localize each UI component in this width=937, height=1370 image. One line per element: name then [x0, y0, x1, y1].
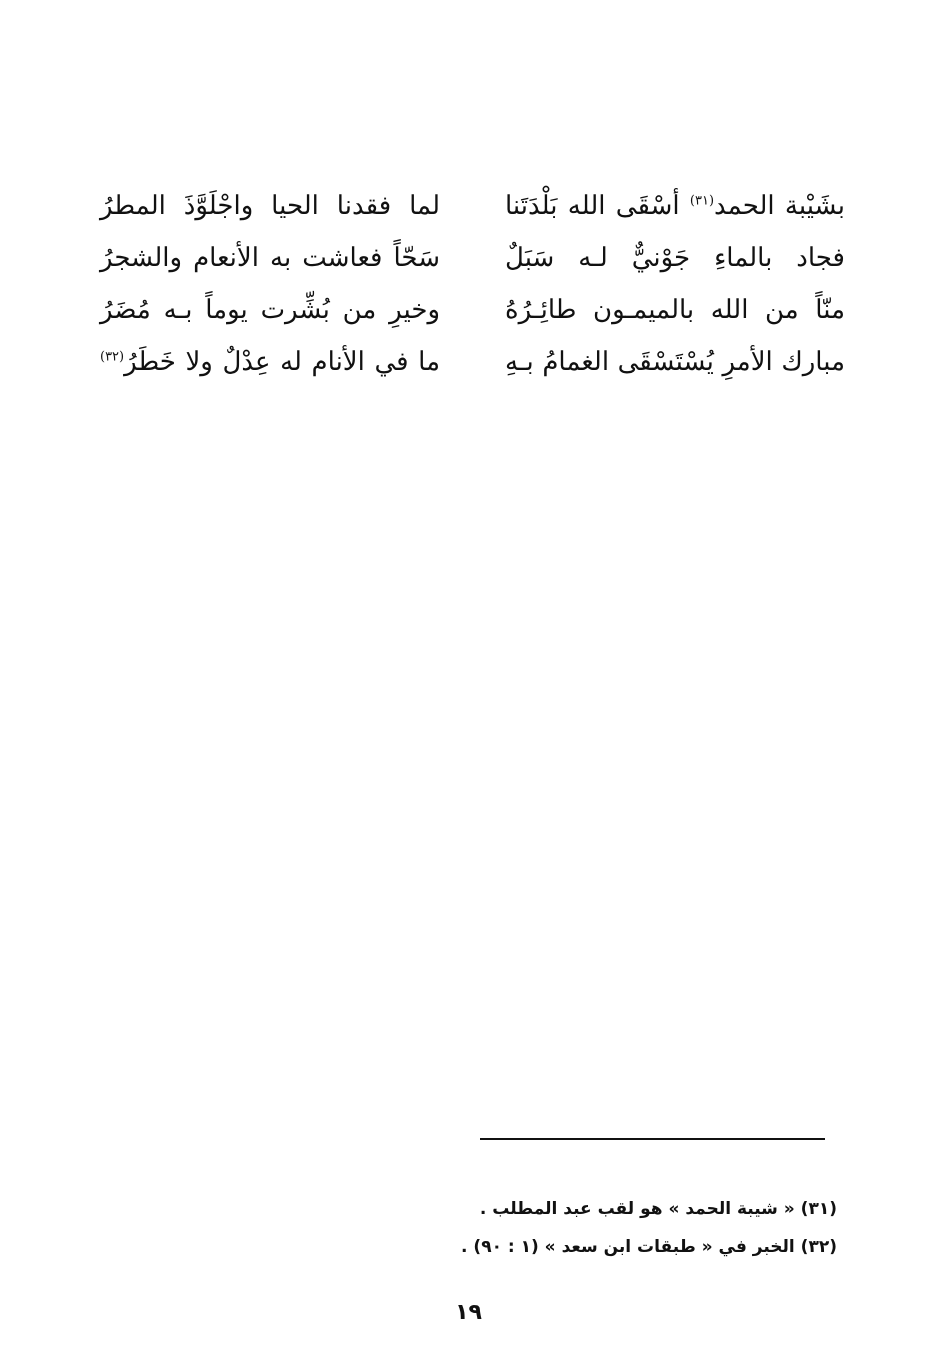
- verse-first-hemistich: [505, 284, 845, 336]
- verse-text: فجاد بالماءِ جَوْنيٌّ لـه سَبَلٌ: [505, 243, 845, 273]
- verse-text: أسْقَى الله بَلْدَتَنا: [505, 191, 690, 221]
- footnote-32: (٣٢) الخبر في « طبقات ابن سعد » (١ : ٩٠) .: [461, 1237, 837, 1257]
- footnote-reference: (٣٢): [100, 349, 125, 365]
- poem-verse: [100, 284, 845, 336]
- verse-text: ما في الأنام له عِدْلٌ ولا خَطَرُ: [124, 347, 440, 377]
- poem-verse: [100, 232, 845, 284]
- verse-first-hemistich: [505, 336, 845, 388]
- verse-text: سَحّاً فعاشت به الأنعام والشجرُ: [100, 243, 440, 273]
- footnote-reference: (٣١): [689, 193, 715, 209]
- footnote-separator: [480, 1138, 825, 1140]
- poem-verse: [100, 180, 845, 232]
- verse-text: بشَيْبة الحمد: [714, 191, 845, 221]
- verse-text: وخيرِ من بُشِّرت يوماً بـه مُضَرُ: [100, 295, 440, 325]
- page-number: ١٩: [455, 1300, 482, 1325]
- verse-text: منّاً من الله بالميمـون طائِـرُهُ: [505, 295, 845, 325]
- footnotes: [337, 1190, 837, 1266]
- verse-second-hemistich: [100, 180, 440, 232]
- footnote-31: (٣١) « شيبة الحمد » هو لقب عبد المطلب .: [479, 1199, 837, 1219]
- verse-second-hemistich: [100, 284, 440, 336]
- poem-block: [100, 180, 845, 388]
- verse-second-hemistich: [100, 232, 440, 284]
- verse-first-hemistich: [505, 180, 845, 232]
- poem-verse: [100, 336, 845, 388]
- verse-first-hemistich: [505, 232, 845, 284]
- verse-text: لما فقدنا الحيا واجْلَوَّذَ المطرُ: [100, 191, 440, 221]
- verse-second-hemistich: [100, 336, 440, 388]
- verse-text: مبارك الأمرِ يُسْتَسْقَى الغمامُ بـهِ: [505, 347, 845, 377]
